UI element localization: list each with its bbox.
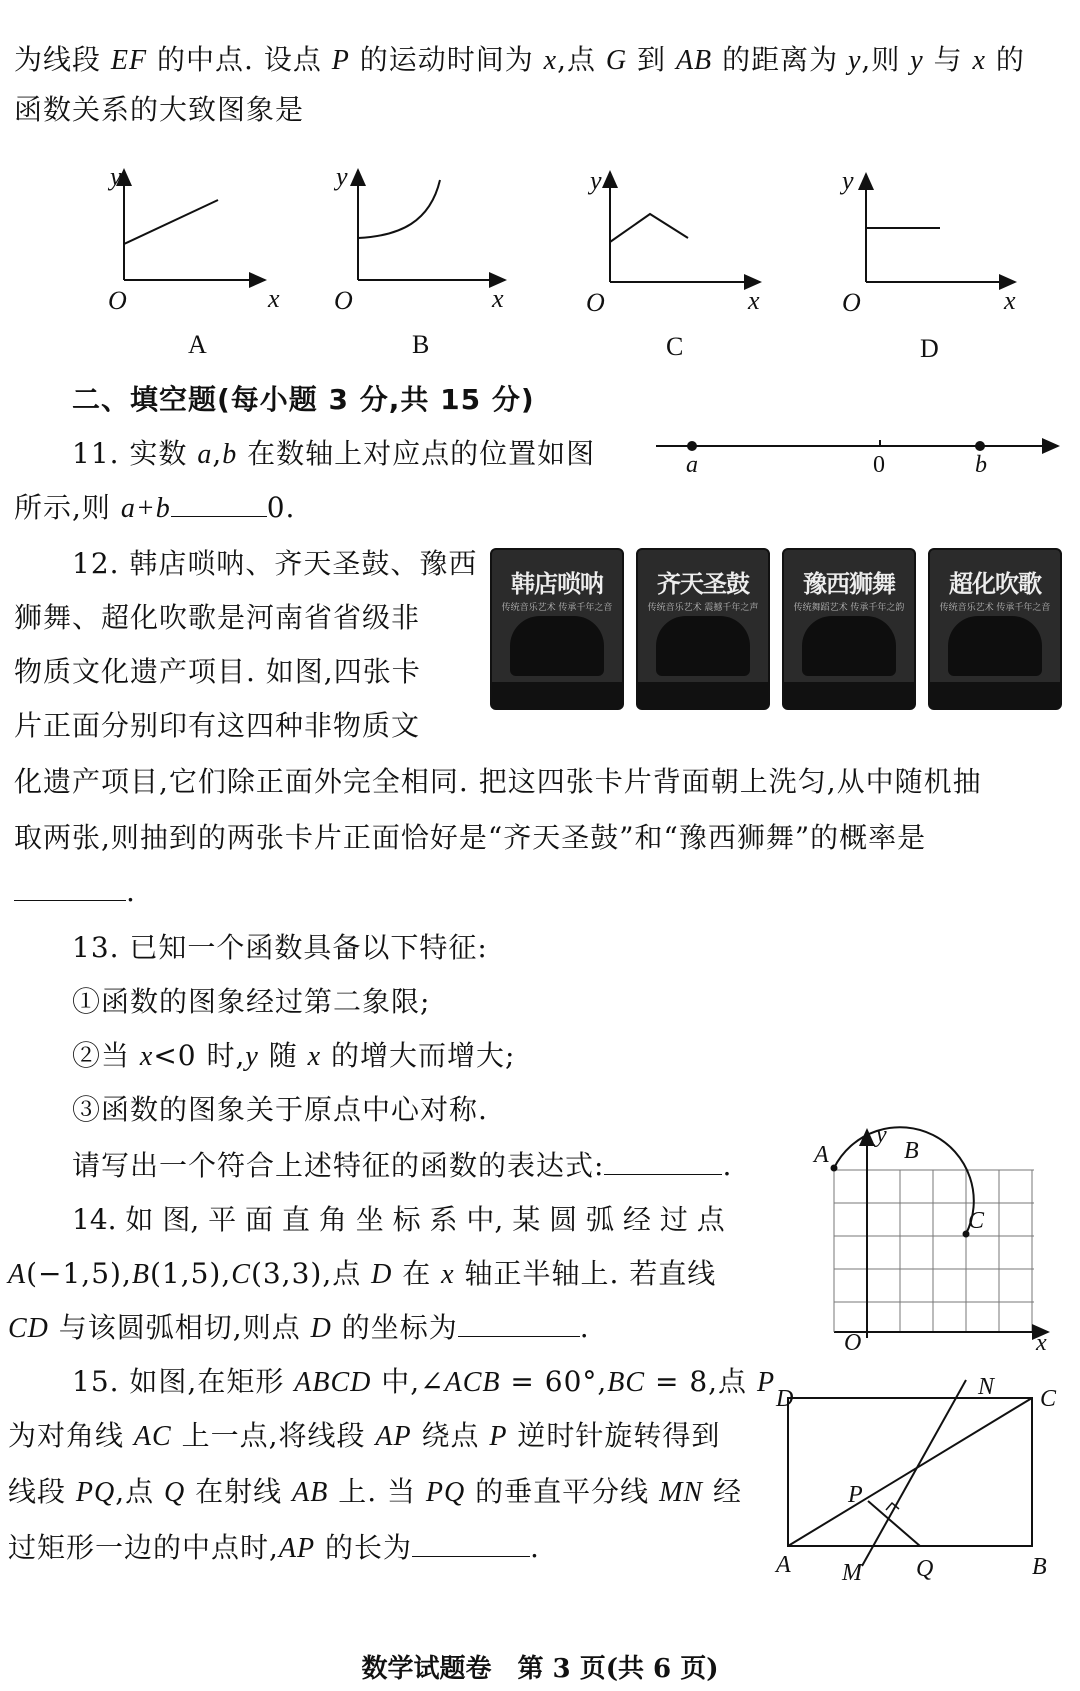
q13-line5: 请写出一个符合上述特征的函数的表达式: . [72,1149,733,1182]
option-d-letter: D [920,334,939,363]
number-line-label-b: b [975,452,987,478]
card-subtitle: 传统舞蹈艺术 传承千年之韵 [793,603,905,613]
option-a-curve [124,200,218,244]
card-subtitle: 传统音乐艺术 震撼千年之声 [647,603,759,613]
card-subtitle: 传统音乐艺术 传承千年之音 [939,603,1051,613]
q14-label-o: O [844,1330,862,1356]
q14-label-c: C [968,1208,985,1234]
option-b-x-label: x [492,284,504,313]
card-base [492,682,622,708]
card-qitian-shenggu [636,548,770,710]
option-d-graph [866,174,1015,282]
card-subtitle: 传统音乐艺术 传承千年之音 [501,603,613,613]
q14-label-a: A [814,1142,829,1168]
q10-option-graphs [0,150,1080,370]
option-b-origin: O [334,286,353,315]
number-line-label-0: 0 [873,452,885,478]
page-footer: 数学试题卷 第 3 页(共 6 页) [361,1654,719,1684]
card-title: 齐天圣鼓 [657,570,749,598]
q13-answer-blank[interactable] [604,1148,722,1175]
q11-answer-blank[interactable] [171,490,267,517]
option-c-y-label: y [590,166,602,195]
q15-label-d: D [776,1386,794,1412]
q15-label-q: Q [916,1556,934,1582]
point-b [975,441,985,451]
q10-line2: 函数关系的大致图象是 [14,93,305,126]
q15-label-p: P [848,1482,863,1508]
option-b-graph [358,170,505,280]
q12-line4: 片正面分别印有这四种非物质文 [14,709,421,742]
card-title: 超化吹歌 [949,570,1041,598]
q14-answer-blank[interactable] [458,1310,580,1337]
q12-line6: 取两张,则抽到的两张卡片正面恰好是“齐天圣鼓”和“豫西狮舞”的概率是 [14,821,927,854]
drum-image [656,616,750,676]
option-d-origin: O [842,288,861,317]
card-base [784,682,914,708]
option-c-x-label: x [748,286,760,315]
card-base [930,682,1060,708]
q11-line2: 所示,则 a+b 0. [14,491,296,524]
option-a-origin: O [108,286,127,315]
option-a-x-label: x [268,284,280,313]
q12-line3: 物质文化遗产项目. 如图,四张卡 [14,655,421,688]
card-yuxi-shiwu [782,548,916,710]
suona-image [510,616,604,676]
q15-label-c: C [1040,1386,1057,1412]
number-line-label-a: a [686,452,698,478]
q14-line3: CD 与该圆弧相切,则点 D 的坐标为 . [8,1311,590,1344]
q15-label-n: N [978,1374,995,1400]
option-b-curve [358,180,440,238]
q12-line1: 12. 韩店唢呐、齐天圣鼓、豫西 [72,547,478,580]
q13-line1: 13. 已知一个函数具备以下特征: [72,931,488,964]
q15-label-b: B [1032,1554,1047,1580]
option-c-graph [610,172,760,282]
q14-label-b: B [904,1138,919,1164]
option-b-y-label: y [336,162,348,191]
q14-line1: 14. 如 图, 平 面 直 角 坐 标 系 中, 某 圆 弧 经 过 点 [72,1203,725,1236]
q13-line3: ②当 x<0 时,y 随 x 的增大而增大; [72,1039,516,1072]
q14-label-y: y [876,1122,887,1148]
diagonal-ac [788,1398,1032,1546]
option-c-letter: C [666,332,684,361]
card-title: 韩店唢呐 [511,570,603,598]
q15-line2: 为对角线 AC 上一点,将线段 AP 绕点 P 逆时针旋转得到 [8,1419,721,1452]
lion-dance-image [802,616,896,676]
point-a [687,441,697,451]
card-handian-suona [490,548,624,710]
q12-answer-blank[interactable] [14,874,126,901]
card-base [638,682,768,708]
q15-label-a: A [776,1552,791,1578]
q15-line4: 过矩形一边的中点时,AP 的长为 . [8,1531,540,1564]
q13-line4: ③函数的图象关于原点中心对称. [72,1093,488,1126]
q15-answer-blank[interactable] [412,1530,530,1557]
option-b-letter: B [412,330,430,359]
q10-line1: 为线段 EF 的中点. 设点 P 的运动时间为 x,点 G 到 AB 的距离为 y,则 y 与 x 的 [14,43,1025,76]
point-a [831,1165,838,1172]
q14-line2: A(−1,5),B(1,5),C(3,3),点 D 在 x 轴正半轴上. 若直线 [8,1257,717,1290]
option-c-curve [610,214,688,242]
section2-title: 二、填空题(每小题 3 分,共 15 分) [72,383,535,416]
q12-line2: 狮舞、超化吹歌是河南省省级非 [14,601,421,634]
q12-line7: . [14,874,136,910]
q15-label-m: M [842,1560,862,1586]
option-d-x-label: x [1004,286,1016,315]
q15-line1: 15. 如图,在矩形 ABCD 中,∠ACB = 60°,BC = 8,点 P [72,1365,776,1398]
line-mn [862,1380,966,1566]
card-title: 豫西狮舞 [803,570,895,598]
option-a-letter: A [188,330,207,359]
q11-line1: 11. 实数 a,b 在数轴上对应点的位置如图 [72,437,596,470]
card-chaohua-chuige [928,548,1062,710]
option-a-y-label: y [110,162,122,191]
option-a-graph [124,170,265,280]
q12-line5: 化遗产项目,它们除正面外完全相同. 把这四张卡片背面朝上洗匀,从中随机抽 [14,765,982,798]
instrument-image [948,616,1042,676]
q13-line2: ①函数的图象经过第二象限; [72,985,431,1018]
q14-label-x: x [1036,1330,1047,1356]
q11-number-line [650,430,1070,480]
option-c-origin: O [586,288,605,317]
option-d-y-label: y [842,166,854,195]
q14-figure [800,1124,1060,1358]
q15-line3: 线段 PQ,点 Q 在射线 AB 上. 当 PQ 的垂直平分线 MN 经 [8,1475,742,1508]
